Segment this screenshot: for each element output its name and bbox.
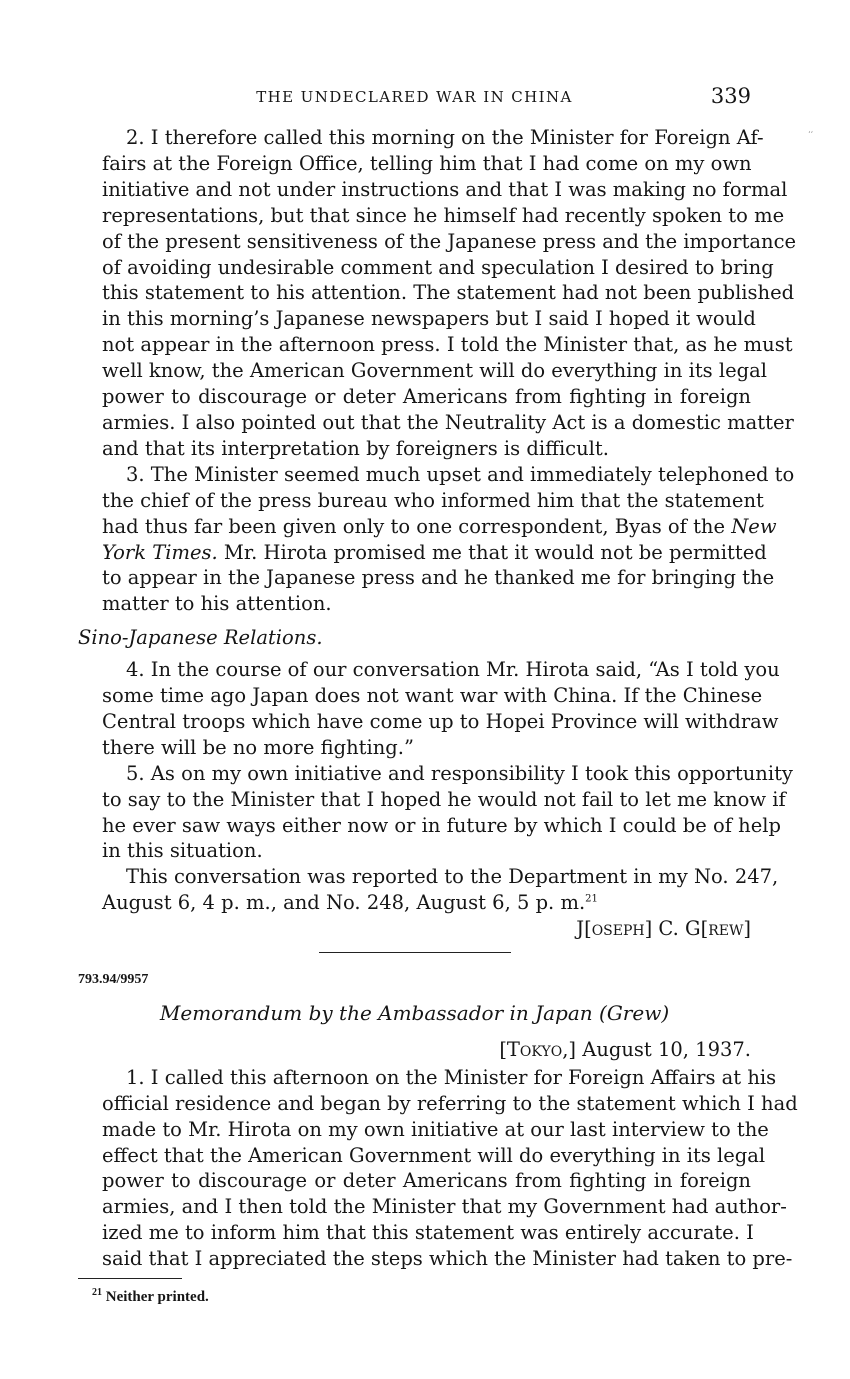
running-head: THE UNDECLARED WAR IN CHINA xyxy=(256,88,573,106)
paragraph-5 xyxy=(78,761,793,865)
footnote-reference: 21 xyxy=(585,893,598,905)
text-line: official residence and began by referring to the statement which I had xyxy=(102,1091,798,1115)
text-line: some time ago Japan does not want war with China. If the Chinese xyxy=(102,684,763,708)
text-line: power to discourage or deter Americans from fighting in foreign xyxy=(102,385,751,409)
text-line: This conversation was reported to the Department in my No. 247, xyxy=(126,865,779,889)
text-line: representations, but that since he himself had recently spoken to me xyxy=(102,203,785,227)
text-line: and that its interpretation by foreigners is difficult. xyxy=(102,436,609,460)
text-line xyxy=(78,514,777,540)
text-line: 3. The Minister seemed much upset and immediately telephoned to xyxy=(126,462,795,486)
newspaper-title: York Times. xyxy=(102,540,218,564)
text-line: in this situation. xyxy=(102,839,263,863)
paragraph-6 xyxy=(78,864,779,916)
text-line: to say to the Minister that I hoped he would not fail to let me know if xyxy=(102,787,786,811)
margin-mark: ‘‘ xyxy=(808,130,814,139)
text-run: Mr. Hirota promised me that it would not be permitted xyxy=(217,540,767,564)
text-run: August 6, 4 p. m., and No. 248, August 6, 5 p. m. xyxy=(102,891,586,915)
paragraph-3 xyxy=(78,462,795,617)
footnote: $^{21}$ Neither printed. xyxy=(92,1287,209,1306)
page-number: 339 xyxy=(710,84,751,108)
text-line: armies, and I then told the Minister that my Government had author- xyxy=(102,1195,787,1219)
section-heading: Sino-Japanese Relations. xyxy=(78,626,323,650)
text-line: 2. I therefore called this morning on the Minister for Foreign Af- xyxy=(126,126,764,149)
text-line: to appear in the Japanese press and he thanked me for bringing the xyxy=(102,566,775,590)
memo-paragraph-1 xyxy=(78,1065,798,1272)
section-divider xyxy=(319,952,511,953)
text-line: 4. In the course of our conversation Mr. Hirota said, “As I told you xyxy=(126,658,780,682)
text-line: made to Mr. Hirota on my own initiative at our last interview to the xyxy=(102,1117,769,1141)
text-line: power to discourage or deter Americans from fighting in foreign xyxy=(102,1169,751,1193)
text-line: effect that the American Government will do everything in its legal xyxy=(102,1143,766,1167)
text-line: ized me to inform him that this statement was entirely accurate. I xyxy=(102,1221,754,1245)
text-line: he ever saw ways either now or in future by which I could be of help xyxy=(102,813,781,837)
text-line: not appear in the afternoon press. I told the Minister that, as he must xyxy=(102,333,793,357)
file-number: 793.94/9957 xyxy=(78,972,149,988)
signature: J[oseph] C. G[rew] xyxy=(576,917,751,941)
footnote-rule xyxy=(78,1278,182,1279)
text-line: of the present sensitiveness of the Japanese press and the importance xyxy=(102,229,797,253)
paragraph-2 xyxy=(78,125,797,462)
paragraph-4 xyxy=(78,657,780,761)
text-line: initiative and not under instructions and that I was making no formal xyxy=(102,177,788,201)
footnote-mark: 21 xyxy=(92,1287,102,1299)
page-body xyxy=(78,125,798,1311)
text-line: matter to his attention. xyxy=(102,592,332,616)
text-line: fairs at the Foreign Office, telling him that I had come on my own xyxy=(102,151,752,175)
text-line: Central troops which have come up to Hopei Province will withdraw xyxy=(102,709,779,733)
text-line: 5. As on my own initiative and responsibility I took this opportunity xyxy=(126,761,793,785)
text-line: in this morning’s Japanese newspapers but I said I hoped it would xyxy=(102,307,756,331)
text-line: there will be no more fighting.” xyxy=(102,735,414,759)
text-line xyxy=(78,540,767,566)
memo-title: Memorandum by the Ambassador in Japan (Grew) xyxy=(159,1001,670,1025)
text-line: the chief of the press bureau who informed him that the statement xyxy=(102,488,764,512)
text-line: this statement to his attention. The statement had not been published xyxy=(102,281,795,305)
text-line: said that I appreciated the steps which the Minister had taken to pre- xyxy=(102,1247,793,1271)
newspaper-title: New xyxy=(731,514,777,538)
text-line: of avoiding undesirable comment and speculation I desired to bring xyxy=(102,255,774,279)
page-header xyxy=(78,84,751,112)
text-line xyxy=(78,890,751,916)
text-line: armies. I also pointed out that the Neutrality Act is a domestic matter xyxy=(102,410,794,434)
text-line: 1. I called this afternoon on the Minister for Foreign Affairs at his xyxy=(126,1065,777,1089)
text-run: had thus far been given only to one correspondent, Byas of the xyxy=(102,514,732,538)
dateline: [Tokyo,] August 10, 1937. xyxy=(499,1037,751,1061)
text-line: well know, the American Government will do everything in its legal xyxy=(102,359,767,383)
